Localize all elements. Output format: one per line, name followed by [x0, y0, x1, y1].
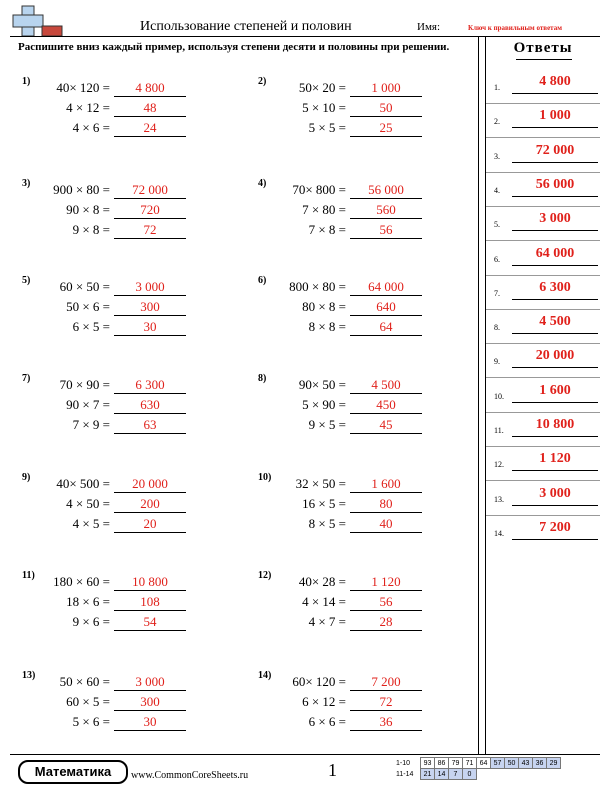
- answers-title-underline: [516, 59, 572, 60]
- problem: [22, 178, 222, 248]
- step-answer: 56: [379, 594, 393, 609]
- answer-key-value: 1 600: [539, 383, 571, 398]
- problem-step: [22, 694, 222, 712]
- answer-key-number: 11.: [494, 426, 504, 435]
- answer-blank[interactable]: [350, 614, 422, 631]
- step-answer: 30: [143, 319, 157, 334]
- step-expression: 4 × 50 =: [66, 496, 110, 511]
- problem-step: [22, 476, 222, 494]
- answer-blank[interactable]: [350, 417, 422, 434]
- answer-blank[interactable]: [350, 279, 422, 296]
- step-answer: 630: [140, 397, 160, 412]
- problem-step: [258, 496, 458, 514]
- score-cell: 86: [435, 758, 449, 769]
- answer-separator: [486, 103, 600, 104]
- step-answer: 1 120: [371, 574, 401, 589]
- score-cell: 0: [463, 769, 477, 780]
- problem-step: [22, 397, 222, 415]
- problem-step: [22, 120, 222, 138]
- answer-key-value: 6 300: [539, 280, 571, 295]
- step-answer: 720: [140, 202, 160, 217]
- answer-blank[interactable]: [350, 202, 422, 219]
- step-answer: 560: [376, 202, 396, 217]
- problem-step: [22, 182, 222, 200]
- answer-key-item: [494, 213, 600, 233]
- problem-step: [258, 397, 458, 415]
- answer-blank[interactable]: [350, 299, 422, 316]
- answer-separator: [486, 377, 600, 378]
- answer-blank[interactable]: [350, 377, 422, 394]
- score-cell: 14: [435, 769, 449, 780]
- answer-key-line: [512, 196, 598, 197]
- answer-key-number: 2.: [494, 117, 500, 126]
- problem-step: [22, 202, 222, 220]
- problem: [22, 570, 222, 640]
- problem-number: 9): [22, 472, 31, 483]
- score-cell: 50: [505, 758, 519, 769]
- step-expression: 7 × 9 =: [72, 417, 110, 432]
- problem-step: [258, 182, 458, 200]
- answer-blank[interactable]: [350, 397, 422, 414]
- answer-key-line: [512, 505, 598, 506]
- answer-key-value: 56 000: [535, 177, 575, 192]
- problem-number: 7): [22, 373, 31, 384]
- step-answer: 56 000: [368, 182, 404, 197]
- problem: [258, 373, 458, 443]
- step-expression: 6 × 12 =: [302, 694, 346, 709]
- answer-key-item: [494, 419, 600, 439]
- problem-number: 6): [258, 275, 267, 286]
- step-expression: 9 × 5 =: [308, 417, 346, 432]
- step-expression: 80 × 8 =: [302, 299, 346, 314]
- problem-step: [258, 417, 458, 435]
- step-expression: 900 × 80 =: [53, 182, 110, 197]
- step-answer: 54: [143, 614, 157, 629]
- score-cell: 43: [519, 758, 533, 769]
- answer-key-item: [494, 179, 600, 199]
- answer-blank[interactable]: [350, 594, 422, 611]
- problem-step: [258, 594, 458, 612]
- step-expression: 4 × 5 =: [72, 516, 110, 531]
- step-expression: 60 × 5 =: [66, 694, 110, 709]
- problem: [258, 76, 458, 146]
- answer-key-value: 4 500: [539, 314, 571, 329]
- score-cell: 57: [491, 758, 505, 769]
- answer-blank[interactable]: [350, 694, 422, 711]
- score-row-label: 11-14: [396, 770, 414, 778]
- step-expression: 8 × 8 =: [308, 319, 346, 334]
- answer-key-item: [494, 350, 600, 370]
- name-label: Имя:: [417, 21, 441, 33]
- problem-step: [22, 377, 222, 395]
- answer-column-divider-inner: [485, 36, 486, 754]
- problem: [22, 76, 222, 146]
- answer-blank[interactable]: [350, 222, 422, 239]
- answer-key-item: [494, 522, 600, 542]
- problem-number: 13): [22, 670, 36, 681]
- answer-key-number: 14.: [494, 529, 504, 538]
- step-expression: 5 × 5 =: [308, 120, 346, 135]
- answer-key-value: 64 000: [535, 246, 575, 261]
- step-expression: 9 × 8 =: [72, 222, 110, 237]
- step-expression: 8 × 5 =: [308, 516, 346, 531]
- step-answer: 3 000: [135, 279, 165, 294]
- site-url: www.CommonCoreSheets.ru: [131, 770, 249, 781]
- step-answer: 63: [143, 417, 157, 432]
- step-answer: 300: [140, 299, 160, 314]
- answer-key-value: 10 800: [535, 417, 575, 432]
- step-answer: 36: [379, 714, 393, 729]
- answer-blank[interactable]: [114, 222, 186, 239]
- step-answer: 24: [143, 120, 157, 135]
- score-row-11-14: [396, 769, 561, 780]
- problem-step: [258, 222, 458, 240]
- problem-number: 5): [22, 275, 31, 286]
- step-expression: 70× 800 =: [292, 182, 346, 197]
- answer-blank[interactable]: [350, 476, 422, 493]
- answer-blank[interactable]: [114, 182, 186, 199]
- answer-key-line: [512, 162, 598, 163]
- problem-step: [22, 299, 222, 317]
- problem-number: 10): [258, 472, 272, 483]
- score-row-label: 1-10: [396, 759, 411, 767]
- answer-blank[interactable]: [114, 694, 186, 711]
- answer-separator: [486, 172, 600, 173]
- page-number: 1: [328, 760, 337, 780]
- answer-key-item: [494, 385, 600, 405]
- answer-key-value: 7 200: [539, 520, 571, 535]
- problem-step: [22, 714, 222, 732]
- answer-separator: [486, 137, 600, 138]
- step-answer: 4 800: [135, 80, 165, 95]
- problem-step: [22, 516, 222, 534]
- problem: [22, 373, 222, 443]
- problem: [22, 275, 222, 345]
- answer-key-number: 10.: [494, 392, 504, 401]
- problem-number: 12): [258, 570, 272, 581]
- answer-key-value: 3 000: [539, 486, 571, 501]
- answer-blank[interactable]: [114, 574, 186, 591]
- step-expression: 7 × 80 =: [302, 202, 346, 217]
- answer-key-number: 8.: [494, 323, 500, 332]
- answer-key-number: 6.: [494, 255, 500, 264]
- problem-step: [258, 299, 458, 317]
- problem-step: [22, 574, 222, 592]
- problem-step: [258, 674, 458, 692]
- problem-step: [22, 279, 222, 297]
- step-expression: 6 × 6 =: [308, 714, 346, 729]
- answer-blank[interactable]: [114, 299, 186, 316]
- problem-step: [22, 80, 222, 98]
- score-cell: 71: [463, 758, 477, 769]
- answer-key-number: 5.: [494, 220, 500, 229]
- answer-blank[interactable]: [114, 120, 186, 137]
- step-answer: 64 000: [368, 279, 404, 294]
- instructions: Распишите вниз каждый пример, используя степени десяти и половины при решении.: [18, 41, 450, 53]
- score-cell: 64: [477, 758, 491, 769]
- answer-key-number: 13.: [494, 495, 504, 504]
- step-expression: 90× 50 =: [298, 377, 346, 392]
- answer-blank[interactable]: [114, 516, 186, 533]
- answer-key-line: [512, 230, 598, 231]
- problem-step: [22, 674, 222, 692]
- step-answer: 300: [140, 694, 160, 709]
- answer-key-line: [512, 436, 598, 437]
- answer-key-value: 72 000: [535, 143, 575, 158]
- step-answer: 48: [143, 100, 157, 115]
- step-expression: 4 × 12 =: [66, 100, 110, 115]
- problem: [258, 670, 458, 740]
- answer-blank[interactable]: [114, 674, 186, 691]
- step-expression: 5 × 6 =: [72, 714, 110, 729]
- score-cell: 79: [449, 758, 463, 769]
- problem-step: [258, 202, 458, 220]
- problem-step: [258, 377, 458, 395]
- answer-key-line: [512, 299, 598, 300]
- answer-key-item: [494, 76, 600, 96]
- step-expression: 7 × 8 =: [308, 222, 346, 237]
- answer-key-item: [494, 145, 600, 165]
- footer-divider: [10, 754, 600, 755]
- answer-key-value: 3 000: [539, 211, 571, 226]
- answer-blank[interactable]: [114, 202, 186, 219]
- answer-key-line: [512, 127, 598, 128]
- problem-step: [258, 614, 458, 632]
- problem-step: [258, 100, 458, 118]
- answer-key-line: [512, 93, 598, 94]
- answer-key-number: 3.: [494, 152, 500, 161]
- problem-step: [22, 614, 222, 632]
- score-row-1-10: [396, 758, 561, 769]
- answer-key-value: 1 000: [539, 108, 571, 123]
- problem-number: 14): [258, 670, 272, 681]
- answer-blank[interactable]: [114, 614, 186, 631]
- answer-key-line: [512, 333, 598, 334]
- problem-step: [258, 319, 458, 337]
- answer-separator: [486, 309, 600, 310]
- problem: [258, 570, 458, 640]
- step-expression: 5 × 90 =: [302, 397, 346, 412]
- problem-number: 2): [258, 76, 267, 87]
- problem-step: [22, 417, 222, 435]
- answer-separator: [486, 275, 600, 276]
- answer-blank[interactable]: [114, 397, 186, 414]
- step-answer: 450: [376, 397, 396, 412]
- problem-number: 11): [22, 570, 35, 581]
- answer-blank[interactable]: [114, 377, 186, 394]
- answer-separator: [486, 206, 600, 207]
- step-answer: 3 000: [135, 674, 165, 689]
- answer-blank[interactable]: [350, 182, 422, 199]
- problem-step: [22, 222, 222, 240]
- step-expression: 50 × 60 =: [59, 674, 110, 689]
- step-answer: 56: [379, 222, 393, 237]
- score-cell: 36: [533, 758, 547, 769]
- answer-blank[interactable]: [350, 319, 422, 336]
- answer-blank[interactable]: [114, 417, 186, 434]
- step-answer: 72: [379, 694, 393, 709]
- step-expression: 40× 500 =: [56, 476, 110, 491]
- step-expression: 9 × 6 =: [72, 614, 110, 629]
- answer-blank[interactable]: [114, 476, 186, 493]
- step-answer: 80: [379, 496, 393, 511]
- score-cell: 29: [547, 758, 561, 769]
- answer-blank[interactable]: [350, 120, 422, 137]
- problem-step: [22, 496, 222, 514]
- answer-blank[interactable]: [350, 574, 422, 591]
- problem-step: [258, 714, 458, 732]
- plus-logo-icon: [8, 4, 64, 38]
- step-expression: 800 × 80 =: [289, 279, 346, 294]
- answer-blank[interactable]: [350, 100, 422, 117]
- step-answer: 20: [143, 516, 157, 531]
- answer-key-item: [494, 248, 600, 268]
- problem-step: [258, 476, 458, 494]
- answer-separator: [486, 515, 600, 516]
- step-expression: 90 × 8 =: [66, 202, 110, 217]
- step-answer: 72 000: [132, 182, 168, 197]
- step-answer: 72: [143, 222, 157, 237]
- problem: [22, 670, 222, 740]
- problem-step: [258, 574, 458, 592]
- answer-blank[interactable]: [350, 496, 422, 513]
- step-answer: 45: [379, 417, 393, 432]
- step-answer: 64: [379, 319, 393, 334]
- answer-key-line: [512, 470, 598, 471]
- step-expression: 70 × 90 =: [59, 377, 110, 392]
- step-expression: 90 × 7 =: [66, 397, 110, 412]
- score-cell: 93: [421, 758, 435, 769]
- answer-key-value: 4 800: [539, 74, 571, 89]
- answer-key-item: [494, 282, 600, 302]
- step-answer: 7 200: [371, 674, 401, 689]
- answers-title: Ответы: [513, 40, 573, 56]
- answer-key-value: 1 120: [539, 451, 571, 466]
- step-answer: 1 000: [371, 80, 401, 95]
- problem-number: 1): [22, 76, 31, 87]
- answer-blank[interactable]: [350, 516, 422, 533]
- step-answer: 40: [379, 516, 393, 531]
- problem: [258, 275, 458, 345]
- answer-key-line: [512, 265, 598, 266]
- answer-blank[interactable]: [114, 714, 186, 731]
- answer-separator: [486, 240, 600, 241]
- score-cell: 21: [421, 769, 435, 780]
- problem-step: [22, 100, 222, 118]
- step-expression: 18 × 6 =: [66, 594, 110, 609]
- step-answer: 25: [379, 120, 393, 135]
- answer-key-number: 4.: [494, 186, 500, 195]
- answer-key-note: Ключ к правильным ответам: [468, 24, 562, 32]
- answer-key-number: 12.: [494, 460, 504, 469]
- answer-blank[interactable]: [114, 496, 186, 513]
- answer-separator: [486, 446, 600, 447]
- score-table: [396, 757, 561, 780]
- answer-key-line: [512, 402, 598, 403]
- problem-step: [258, 694, 458, 712]
- answer-blank[interactable]: [350, 714, 422, 731]
- step-answer: 20 000: [132, 476, 168, 491]
- step-expression: 40× 28 =: [298, 574, 346, 589]
- step-expression: 180 × 60 =: [53, 574, 110, 589]
- answer-blank[interactable]: [114, 319, 186, 336]
- answer-separator: [486, 480, 600, 481]
- answer-separator: [486, 412, 600, 413]
- answer-key-number: 1.: [494, 83, 500, 92]
- answer-separator: [486, 343, 600, 344]
- problem-number: 4): [258, 178, 267, 189]
- answer-key-number: 7.: [494, 289, 500, 298]
- problem-step: [258, 516, 458, 534]
- answer-key-line: [512, 539, 598, 540]
- step-expression: 4 × 7 =: [308, 614, 346, 629]
- step-expression: 60 × 50 =: [59, 279, 110, 294]
- answer-key-item: [494, 316, 600, 336]
- step-answer: 50: [379, 100, 393, 115]
- step-answer: 640: [376, 299, 396, 314]
- step-expression: 16 × 5 =: [302, 496, 346, 511]
- step-answer: 30: [143, 714, 157, 729]
- answer-blank[interactable]: [114, 279, 186, 296]
- step-expression: 50× 20 =: [298, 80, 346, 95]
- score-cell: 7: [449, 769, 463, 780]
- problem-step: [258, 120, 458, 138]
- problem-number: 8): [258, 373, 267, 384]
- problem-step: [258, 279, 458, 297]
- problem: [22, 472, 222, 542]
- answer-key-item: [494, 488, 600, 508]
- step-answer: 200: [140, 496, 160, 511]
- step-answer: 108: [140, 594, 160, 609]
- answer-key-item: [494, 110, 600, 130]
- answer-key-value: 20 000: [535, 348, 575, 363]
- step-answer: 4 500: [371, 377, 401, 392]
- step-expression: 5 × 10 =: [302, 100, 346, 115]
- brand-badge: Математика: [18, 760, 128, 784]
- answer-key-line: [512, 367, 598, 368]
- step-expression: 6 × 5 =: [72, 319, 110, 334]
- step-expression: 4 × 6 =: [72, 120, 110, 135]
- answer-blank[interactable]: [114, 80, 186, 97]
- problem-step: [22, 319, 222, 337]
- worksheet-title: Использование степеней и половин: [140, 19, 352, 34]
- header-divider: [10, 36, 600, 37]
- answer-key-item: [494, 453, 600, 473]
- problem-number: 3): [22, 178, 31, 189]
- answer-blank[interactable]: [350, 80, 422, 97]
- step-expression: 60× 120 =: [292, 674, 346, 689]
- answer-key-number: 9.: [494, 357, 500, 366]
- problem: [258, 178, 458, 248]
- answer-blank[interactable]: [114, 594, 186, 611]
- answer-blank[interactable]: [114, 100, 186, 117]
- problem-step: [258, 80, 458, 98]
- step-expression: 50 × 6 =: [66, 299, 110, 314]
- answer-blank[interactable]: [350, 674, 422, 691]
- step-expression: 4 × 14 =: [302, 594, 346, 609]
- step-expression: 32 × 50 =: [295, 476, 346, 491]
- problem-step: [22, 594, 222, 612]
- step-answer: 6 300: [135, 377, 165, 392]
- step-answer: 10 800: [132, 574, 168, 589]
- step-answer: 28: [379, 614, 393, 629]
- answer-column-divider: [478, 36, 479, 754]
- problem: [258, 472, 458, 542]
- step-answer: 1 600: [371, 476, 401, 491]
- step-expression: 40× 120 =: [56, 80, 110, 95]
